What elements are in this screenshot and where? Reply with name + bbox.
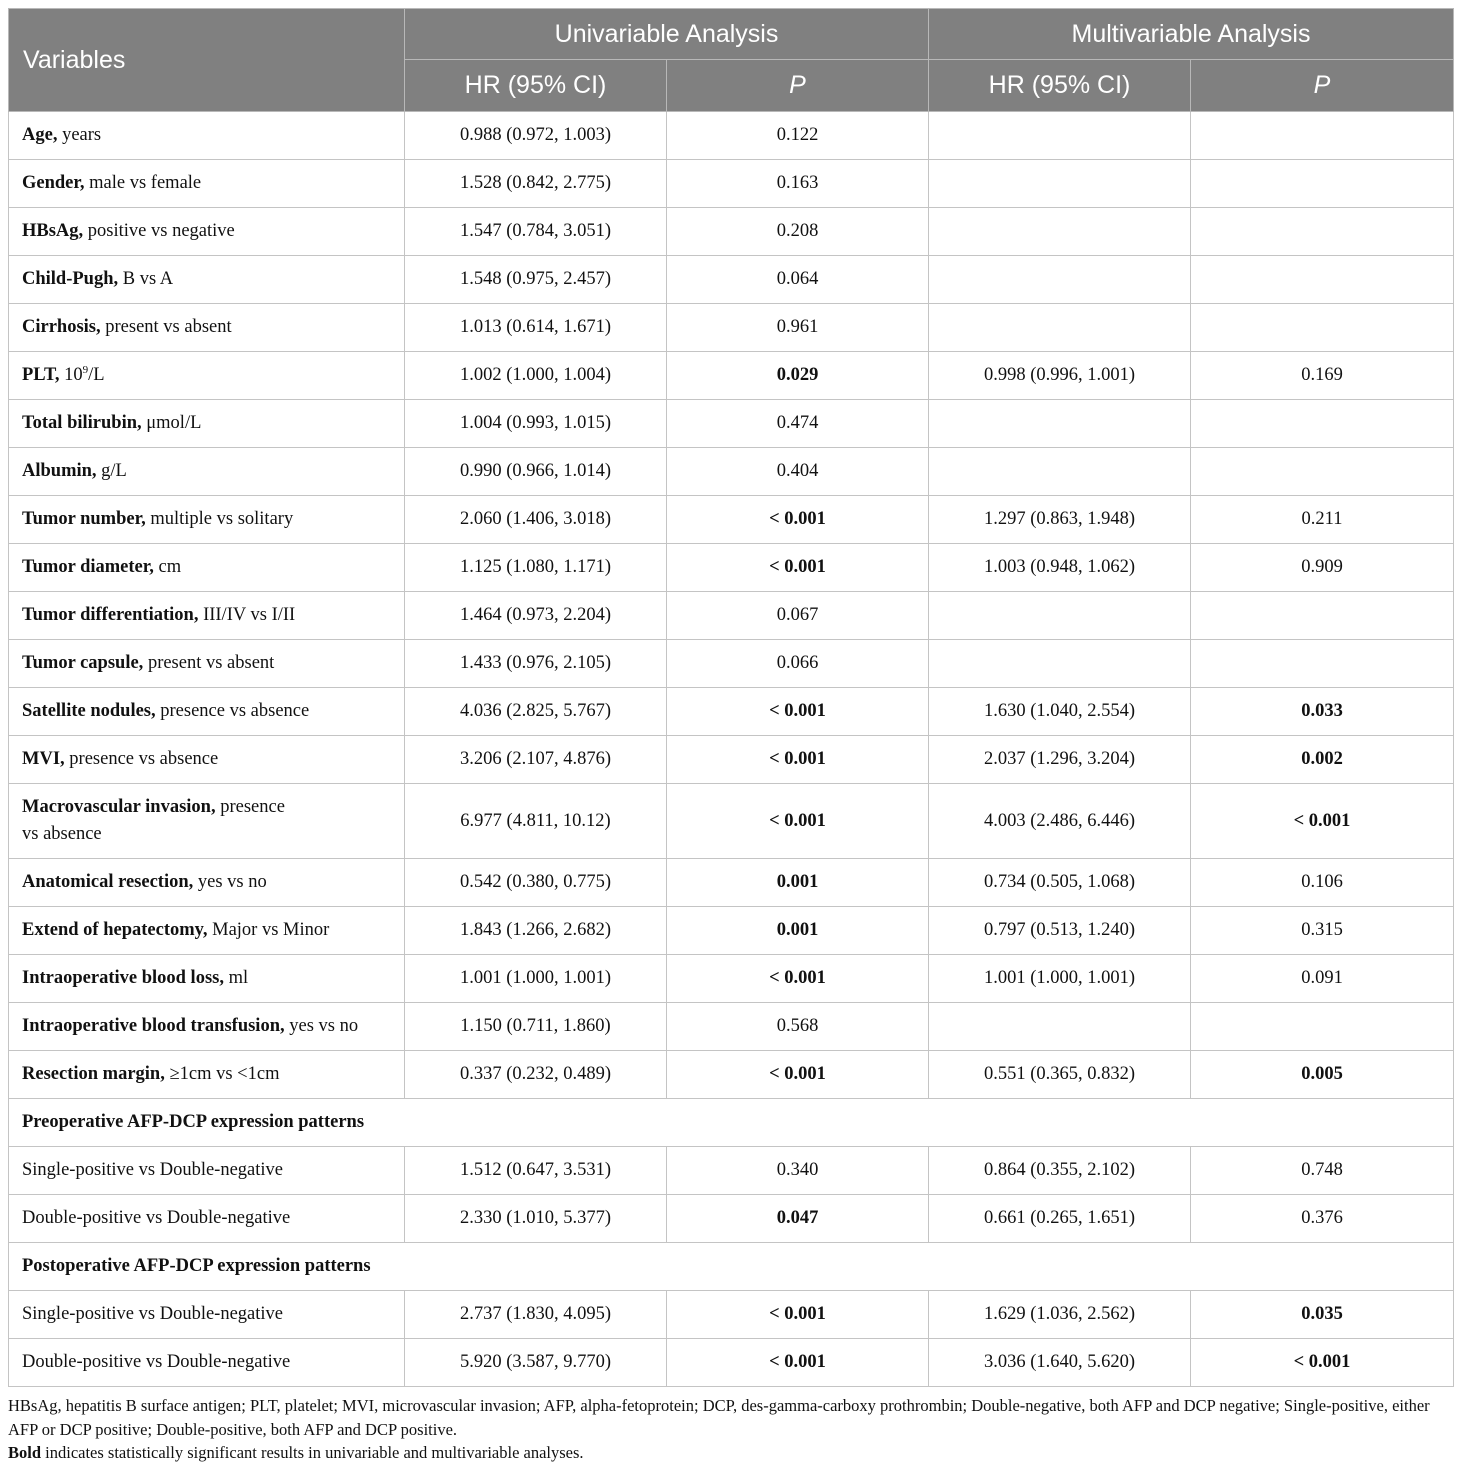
- variable-name: Intraoperative blood loss,: [22, 968, 224, 988]
- variable-cell: [9, 208, 405, 256]
- variable-name: Anatomical resection,: [22, 872, 194, 892]
- table-row: [9, 208, 1454, 256]
- multivariable-p-cell: 0.376: [1191, 1195, 1454, 1243]
- table-row: [9, 304, 1454, 352]
- variable-detail: cm: [153, 557, 182, 577]
- multivariable-hr-cell: [929, 160, 1191, 208]
- multivariable-hr-cell: 1.001 (1.000, 1.001): [929, 955, 1191, 1003]
- univariable-hr-cell: 1.125 (1.080, 1.171): [405, 544, 667, 592]
- univariable-hr-cell: 1.002 (1.000, 1.004): [405, 352, 667, 400]
- univariable-hr-cell: 1.843 (1.266, 2.682): [405, 907, 667, 955]
- multivariable-hr-cell: [929, 1003, 1191, 1051]
- variable-name: Tumor capsule,: [22, 653, 144, 673]
- variable-detail: Double-positive vs Double-negative: [22, 1352, 291, 1372]
- variable-name: Cirrhosis,: [22, 317, 101, 337]
- variable-cell: [9, 352, 405, 400]
- univariable-p-cell: 0.001: [667, 907, 929, 955]
- variable-detail: ≥1cm vs <1cm: [164, 1064, 280, 1084]
- univariable-hr-cell: 1.013 (0.614, 1.671): [405, 304, 667, 352]
- table-document: [8, 8, 1453, 1465]
- variable-cell: [9, 859, 405, 907]
- footnote-bold-rest: indicates statistically significant results in univariable and multivariable analyses.: [41, 1443, 584, 1462]
- table-row: [9, 1051, 1454, 1099]
- univariable-p-cell: 0.404: [667, 448, 929, 496]
- multivariable-p-cell: 0.002: [1191, 736, 1454, 784]
- header-univariable: Univariable Analysis: [405, 9, 929, 60]
- multivariable-hr-cell: 0.998 (0.996, 1.001): [929, 352, 1191, 400]
- multivariable-hr-cell: 4.003 (2.486, 6.446): [929, 784, 1191, 859]
- variable-detail: present vs absent: [100, 317, 232, 337]
- multivariable-p-cell: < 0.001: [1191, 1339, 1454, 1387]
- table-row: [9, 112, 1454, 160]
- univariable-p-cell: < 0.001: [667, 688, 929, 736]
- section-row: [9, 1099, 1454, 1147]
- multivariable-hr-cell: [929, 448, 1191, 496]
- variable-name: Child-Pugh,: [22, 269, 119, 289]
- variable-name: Macrovascular invasion,: [22, 797, 216, 817]
- header-multivariable-hr: HR (95% CI): [929, 60, 1191, 112]
- variable-cell: [9, 784, 405, 859]
- univariable-hr-cell: 0.990 (0.966, 1.014): [405, 448, 667, 496]
- table-row: [9, 352, 1454, 400]
- multivariable-p-cell: [1191, 1003, 1454, 1051]
- univariable-p-cell: 0.474: [667, 400, 929, 448]
- variable-detail: presence vs absence: [155, 701, 310, 721]
- multivariable-p-cell: 0.169: [1191, 352, 1454, 400]
- variable-name: HBsAg,: [22, 221, 84, 241]
- multivariable-hr-cell: 1.297 (0.863, 1.948): [929, 496, 1191, 544]
- univariable-hr-cell: 5.920 (3.587, 9.770): [405, 1339, 667, 1387]
- variable-detail: Double-positive vs Double-negative: [22, 1208, 291, 1228]
- table-row: [9, 1195, 1454, 1243]
- univariable-hr-cell: 6.977 (4.811, 10.12): [405, 784, 667, 859]
- univariable-hr-cell: 1.150 (0.711, 1.860): [405, 1003, 667, 1051]
- univariable-p-cell: < 0.001: [667, 1339, 929, 1387]
- variable-name: PLT,: [22, 365, 60, 385]
- multivariable-p-cell: [1191, 592, 1454, 640]
- variable-cell: [9, 256, 405, 304]
- univariable-p-cell: 0.122: [667, 112, 929, 160]
- multivariable-hr-cell: [929, 208, 1191, 256]
- table-row: [9, 736, 1454, 784]
- variable-detail: yes vs no: [193, 872, 267, 892]
- table-row: [9, 496, 1454, 544]
- variable-detail: B vs A: [118, 269, 174, 289]
- footnote-abbreviations: HBsAg, hepatitis B surface antigen; PLT, platelet; MVI, microvascular invasion; AFP, alpha-fetoprotein; DCP, des-gamma-carboxy prothrombin; Double-negative, both AFP and DCP negative; Single-positive, either AFP or DCP positive; Double-positive, both AFP and DCP positive.: [8, 1396, 1430, 1439]
- header-multivariable-p: P: [1191, 60, 1454, 112]
- multivariable-p-cell: 0.315: [1191, 907, 1454, 955]
- variable-detail: Single-positive vs Double-negative: [22, 1160, 284, 1180]
- table-row: [9, 1291, 1454, 1339]
- univariable-p-cell: 0.047: [667, 1195, 929, 1243]
- multivariable-hr-cell: [929, 592, 1191, 640]
- variable-cell: [9, 496, 405, 544]
- variable-detail: Single-positive vs Double-negative: [22, 1304, 284, 1324]
- multivariable-p-cell: [1191, 112, 1454, 160]
- variable-cell: [9, 736, 405, 784]
- variable-detail-after: /L: [88, 365, 105, 385]
- univariable-p-cell: 0.568: [667, 1003, 929, 1051]
- header-univariable-p: P: [667, 60, 929, 112]
- variable-cell: [9, 1003, 405, 1051]
- variable-name: Age,: [22, 125, 58, 145]
- univariable-p-cell: 0.340: [667, 1147, 929, 1195]
- univariable-p-cell: 0.163: [667, 160, 929, 208]
- multivariable-p-cell: 0.106: [1191, 859, 1454, 907]
- multivariable-p-cell: < 0.001: [1191, 784, 1454, 859]
- section-label: Postoperative AFP-DCP expression patterns: [9, 1243, 1454, 1291]
- header-univariable-hr: HR (95% CI): [405, 60, 667, 112]
- univariable-hr-cell: 2.060 (1.406, 3.018): [405, 496, 667, 544]
- multivariable-p-cell: [1191, 160, 1454, 208]
- univariable-hr-cell: 3.206 (2.107, 4.876): [405, 736, 667, 784]
- variable-cell: [9, 1291, 405, 1339]
- variable-name: Albumin,: [22, 461, 97, 481]
- variable-detail: μmol/L: [141, 413, 202, 433]
- multivariable-p-cell: [1191, 448, 1454, 496]
- multivariable-hr-cell: 0.661 (0.265, 1.651): [929, 1195, 1191, 1243]
- variable-cell: [9, 592, 405, 640]
- multivariable-hr-cell: [929, 400, 1191, 448]
- variable-name: Intraoperative blood transfusion,: [22, 1016, 285, 1036]
- multivariable-hr-cell: [929, 640, 1191, 688]
- univariable-hr-cell: 1.001 (1.000, 1.001): [405, 955, 667, 1003]
- table-row: [9, 859, 1454, 907]
- multivariable-p-cell: [1191, 208, 1454, 256]
- table-row: [9, 1147, 1454, 1195]
- variable-superscript: 9: [82, 363, 89, 376]
- header-variables: Variables: [9, 9, 405, 112]
- univariable-hr-cell: 1.464 (0.973, 2.204): [405, 592, 667, 640]
- footnote-bold-word: Bold: [8, 1443, 42, 1462]
- variable-detail-line2: vs absence: [22, 824, 102, 844]
- multivariable-p-cell: [1191, 400, 1454, 448]
- univariable-p-cell: < 0.001: [667, 784, 929, 859]
- univariable-p-cell: < 0.001: [667, 544, 929, 592]
- variable-name: Gender,: [22, 173, 85, 193]
- variable-cell: [9, 400, 405, 448]
- multivariable-hr-cell: [929, 256, 1191, 304]
- table-row: [9, 955, 1454, 1003]
- header-multivariable: Multivariable Analysis: [929, 9, 1454, 60]
- variable-name: Resection margin,: [22, 1064, 165, 1084]
- table-row: [9, 592, 1454, 640]
- univariable-hr-cell: 0.542 (0.380, 0.775): [405, 859, 667, 907]
- variable-detail: Major vs Minor: [207, 920, 330, 940]
- multivariable-hr-cell: 1.629 (1.036, 2.562): [929, 1291, 1191, 1339]
- univariable-hr-cell: 0.988 (0.972, 1.003): [405, 112, 667, 160]
- univariable-p-cell: 0.208: [667, 208, 929, 256]
- table-row: [9, 688, 1454, 736]
- table-header: [9, 9, 1454, 112]
- table-row: [9, 160, 1454, 208]
- multivariable-p-cell: 0.005: [1191, 1051, 1454, 1099]
- multivariable-p-cell: 0.211: [1191, 496, 1454, 544]
- variable-name: Tumor differentiation,: [22, 605, 199, 625]
- variable-detail: presence vs absence: [64, 749, 219, 769]
- variable-cell: [9, 907, 405, 955]
- multivariable-hr-cell: 1.630 (1.040, 2.554): [929, 688, 1191, 736]
- variable-cell: [9, 448, 405, 496]
- univariable-p-cell: < 0.001: [667, 1291, 929, 1339]
- table-row: [9, 640, 1454, 688]
- univariable-hr-cell: 4.036 (2.825, 5.767): [405, 688, 667, 736]
- table-body: [9, 112, 1454, 1387]
- multivariable-p-cell: 0.748: [1191, 1147, 1454, 1195]
- multivariable-p-cell: 0.033: [1191, 688, 1454, 736]
- variable-cell: [9, 1195, 405, 1243]
- variable-cell: [9, 304, 405, 352]
- variable-detail: g/L: [96, 461, 127, 481]
- variable-detail: male vs female: [84, 173, 202, 193]
- variable-name: Total bilirubin,: [22, 413, 142, 433]
- variable-name: MVI,: [22, 749, 65, 769]
- multivariable-p-cell: [1191, 256, 1454, 304]
- multivariable-hr-cell: 1.003 (0.948, 1.062): [929, 544, 1191, 592]
- univariable-hr-cell: 1.548 (0.975, 2.457): [405, 256, 667, 304]
- multivariable-p-cell: [1191, 304, 1454, 352]
- multivariable-hr-cell: 0.797 (0.513, 1.240): [929, 907, 1191, 955]
- univariable-hr-cell: 2.330 (1.010, 5.377): [405, 1195, 667, 1243]
- univariable-p-cell: < 0.001: [667, 1051, 929, 1099]
- univariable-hr-cell: 1.433 (0.976, 2.105): [405, 640, 667, 688]
- univariable-p-cell: < 0.001: [667, 496, 929, 544]
- table-row: [9, 400, 1454, 448]
- univariable-p-cell: 0.067: [667, 592, 929, 640]
- variable-cell: [9, 1051, 405, 1099]
- table-row: [9, 256, 1454, 304]
- multivariable-hr-cell: 2.037 (1.296, 3.204): [929, 736, 1191, 784]
- univariable-p-cell: < 0.001: [667, 736, 929, 784]
- variable-detail: yes vs no: [284, 1016, 359, 1036]
- variable-cell: [9, 1339, 405, 1387]
- variable-cell: [9, 160, 405, 208]
- multivariable-p-cell: 0.909: [1191, 544, 1454, 592]
- footnote-bold-note: [8, 1441, 1458, 1465]
- variable-cell: [9, 544, 405, 592]
- variable-detail: multiple vs solitary: [145, 509, 294, 529]
- univariable-p-cell: < 0.001: [667, 955, 929, 1003]
- table-row: [9, 448, 1454, 496]
- univariable-hr-cell: 2.737 (1.830, 4.095): [405, 1291, 667, 1339]
- multivariable-p-cell: 0.091: [1191, 955, 1454, 1003]
- multivariable-hr-cell: [929, 304, 1191, 352]
- variable-name: Extend of hepatectomy,: [22, 920, 208, 940]
- univariable-hr-cell: 0.337 (0.232, 0.489): [405, 1051, 667, 1099]
- univariable-hr-cell: 1.528 (0.842, 2.775): [405, 160, 667, 208]
- univariable-hr-cell: 1.004 (0.993, 1.015): [405, 400, 667, 448]
- multivariable-hr-cell: 3.036 (1.640, 5.620): [929, 1339, 1191, 1387]
- multivariable-hr-cell: 0.551 (0.365, 0.832): [929, 1051, 1191, 1099]
- multivariable-hr-cell: [929, 112, 1191, 160]
- multivariable-p-cell: 0.035: [1191, 1291, 1454, 1339]
- univariable-p-cell: 0.066: [667, 640, 929, 688]
- table-row: [9, 1003, 1454, 1051]
- variable-name: Satellite nodules,: [22, 701, 156, 721]
- results-table: [8, 8, 1454, 1387]
- variable-cell: [9, 955, 405, 1003]
- variable-detail: 10: [59, 365, 83, 385]
- variable-cell: [9, 112, 405, 160]
- table-footnote: [8, 1394, 1458, 1465]
- variable-name: Tumor diameter,: [22, 557, 154, 577]
- multivariable-p-cell: [1191, 640, 1454, 688]
- multivariable-hr-cell: 0.734 (0.505, 1.068): [929, 859, 1191, 907]
- table-row: [9, 907, 1454, 955]
- univariable-p-cell: 0.029: [667, 352, 929, 400]
- variable-detail: present vs absent: [143, 653, 275, 673]
- section-label: Preoperative AFP-DCP expression patterns: [9, 1099, 1454, 1147]
- table-row: [9, 1339, 1454, 1387]
- section-row: [9, 1243, 1454, 1291]
- variable-detail: ml: [223, 968, 249, 988]
- univariable-hr-cell: 1.512 (0.647, 3.531): [405, 1147, 667, 1195]
- variable-detail: III/IV vs I/II: [198, 605, 296, 625]
- variable-detail: presence: [215, 797, 285, 817]
- variable-detail: positive vs negative: [83, 221, 235, 241]
- variable-cell: [9, 1147, 405, 1195]
- univariable-hr-cell: 1.547 (0.784, 3.051): [405, 208, 667, 256]
- table-row: [9, 544, 1454, 592]
- univariable-p-cell: 0.961: [667, 304, 929, 352]
- univariable-p-cell: 0.064: [667, 256, 929, 304]
- multivariable-hr-cell: 0.864 (0.355, 2.102): [929, 1147, 1191, 1195]
- table-row: [9, 784, 1454, 859]
- variable-cell: [9, 640, 405, 688]
- variable-cell: [9, 688, 405, 736]
- variable-name: Tumor number,: [22, 509, 146, 529]
- variable-detail: years: [57, 125, 102, 145]
- univariable-p-cell: 0.001: [667, 859, 929, 907]
